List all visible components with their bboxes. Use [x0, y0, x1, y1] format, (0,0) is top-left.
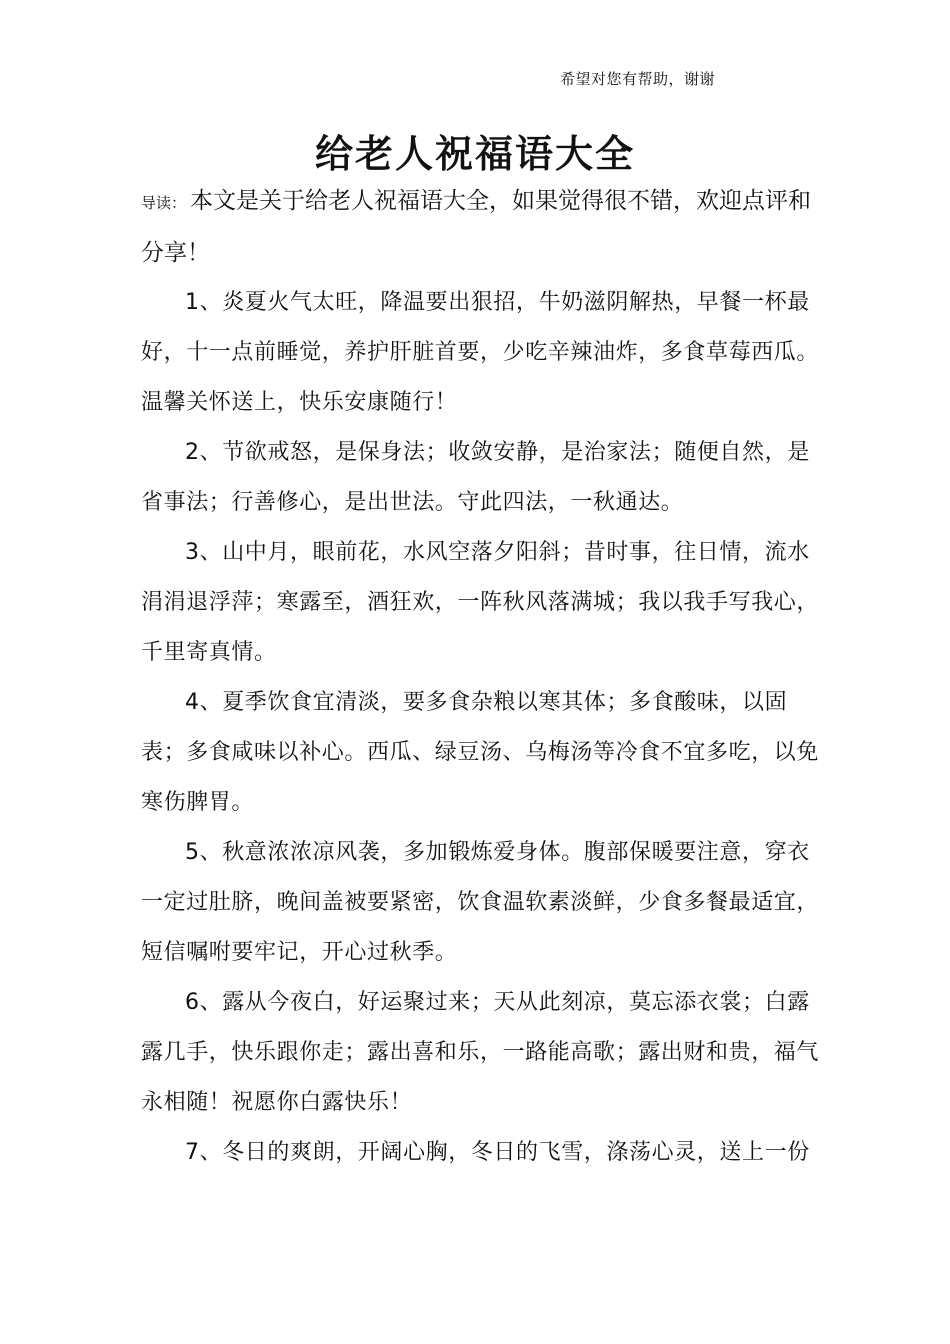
- blessing-paragraph-6: 6、露从今夜白，好运聚过来；天从此刻凉，莫忘添衣裳；白露露几手，快乐跟你走；露出喜和乐，一路能高歌；露出财和贵，福气永相随！祝愿你白露快乐！: [141, 990, 820, 1115]
- blessing-paragraph-3: 3、山中月，眼前花，水风空落夕阳斜；昔时事，往日情，流水涓涓退浮萍；寒露至，酒狂欢，一阵秋风落满城；我以我手写我心，千里寄真情。: [141, 540, 820, 665]
- intro-text: 本文是关于给老人祝福语大全，如果觉得很不错，欢迎点评和分享！: [141, 188, 812, 266]
- header-note: 希望对您有帮助，谢谢: [560, 70, 716, 88]
- blessing-paragraph-7: 7、冬日的爽朗，开阔心胸，冬日的飞雪，涤荡心灵，送上一份: [185, 1140, 810, 1165]
- intro-paragraph: [141, 176, 831, 278]
- blessing-paragraph-2: 2、节欲戒怒，是保身法；收敛安静，是治家法；随便自然，是省事法；行善修心，是出世法。守此四法，一秋通达。: [141, 440, 810, 515]
- document-title: 给老人祝福语大全: [314, 132, 635, 177]
- blessing-paragraph-4: 4、夏季饮食宜清淡，要多食杂粮以寒其体；多食酸味，以固表；多食咸味以补心。西瓜、绿豆汤、乌梅汤等冷食不宜多吃，以免寒伤脾胃。: [141, 690, 820, 815]
- blessing-paragraph-5: 5、秋意浓浓凉风袭，多加锻炼爱身体。腹部保暖要注意，穿衣一定过肚脐，晚间盖被要紧密，饮食温软素淡鲜，少食多餐最适宜，短信嘱咐要牢记，开心过秋季。: [141, 840, 820, 965]
- intro-label: 导读：: [141, 194, 187, 212]
- document-body: [141, 176, 831, 1178]
- blessing-paragraph-1: 1、炎夏火气太旺，降温要出狠招，牛奶滋阴解热，早餐一杯最好，十一点前睡觉，养护肝脏首要，少吃辛辣油炸，多食草莓西瓜。温馨关怀送上，快乐安康随行！: [141, 290, 820, 415]
